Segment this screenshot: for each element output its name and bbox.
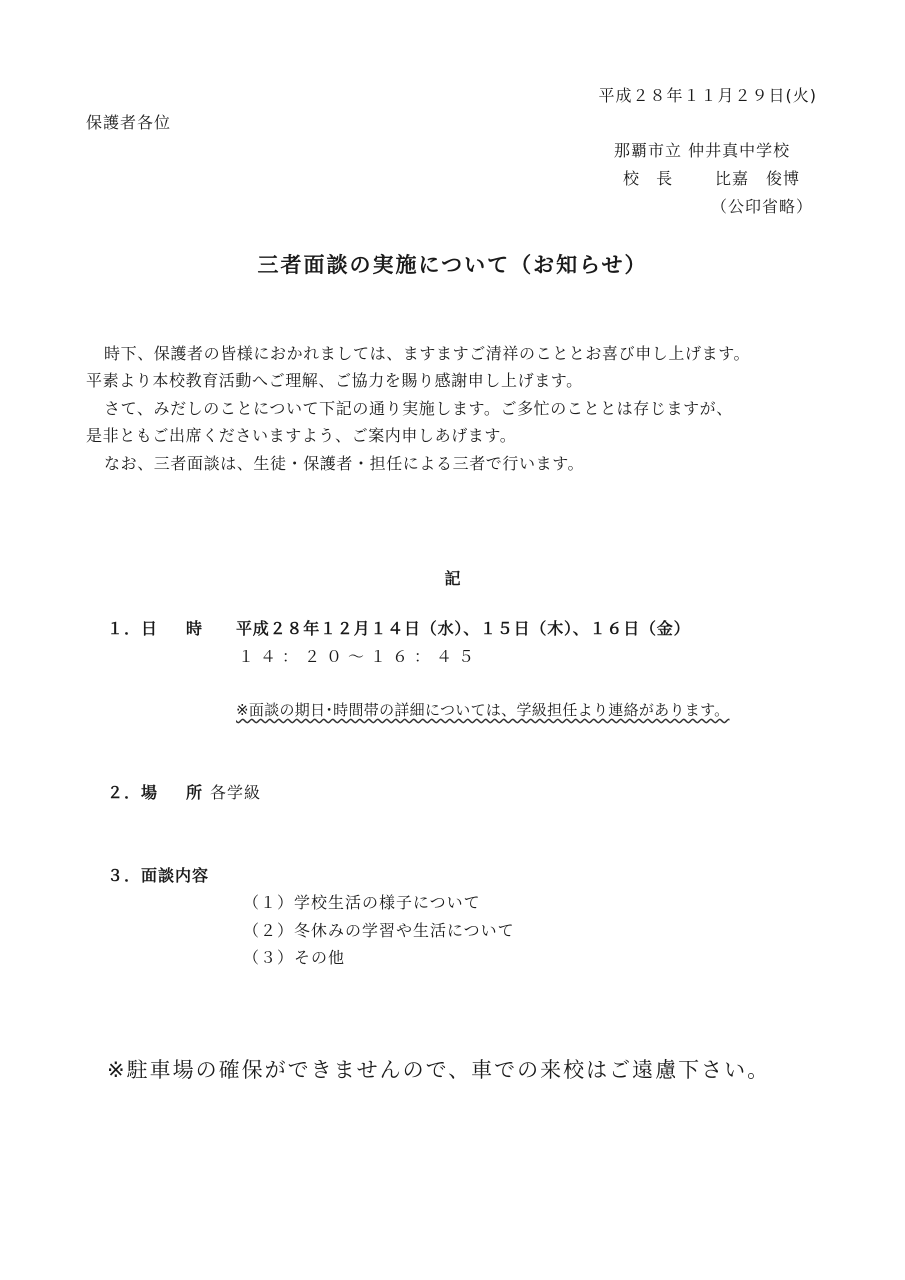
parking-notice: ※駐車場の確保ができませんので、車での来校はご遠慮下さい。 (107, 1058, 771, 1082)
item-1-note: ※面談の期日･時間帯の詳細については、学級担任より連絡があります。 (236, 701, 730, 719)
item-3-sub-3: （３）その他 (243, 948, 346, 967)
school-name: 那覇市立 仲井真中学校 (614, 141, 791, 160)
item-2-label-num: ２．場 (107, 783, 159, 802)
body-paragraph-1-line-2: 平素より本校教育活動へご理解、ご協力を賜り感謝申し上げます。 (86, 371, 583, 390)
item-3-sub-2: （２）冬休みの学習や生活について (243, 921, 515, 940)
item-2-place-value: 各学級 (210, 783, 262, 802)
item-1-time-value: １４：２０～１６：４５ (238, 647, 481, 666)
principal-title: 校 長 (623, 169, 679, 188)
body-paragraph-3: なお、三者面談は、生徒・保護者・担任による三者で行います。 (104, 454, 585, 473)
recipient: 保護者各位 (86, 113, 172, 132)
principal-line (623, 169, 800, 189)
item-2-label-rest: 所 (186, 783, 204, 802)
item-3-label: ３．面談内容 (107, 866, 210, 885)
item-1-label (107, 619, 203, 639)
ki-heading: 記 (444, 569, 461, 588)
body-paragraph-1-line-1: 時下、保護者の皆様におかれましては、ますますご清祥のこととお喜び申し上げます。 (104, 344, 751, 363)
principal-name: 比嘉 俊博 (715, 169, 801, 188)
item-2-label (107, 783, 203, 803)
item-1-label-rest: 時 (186, 619, 204, 638)
item-3-sub-1: （１）学校生活の様子について (243, 893, 481, 912)
document-title: 三者面談の実施について（お知らせ） (257, 253, 648, 277)
body-paragraph-2-line-2: 是非ともご出席くださいますよう、ご案内申しあげます。 (86, 426, 517, 445)
body-paragraph-2-line-1: さて、みだしのことについて下記の通り実施します。ご多忙のこととは存じますが、 (104, 399, 733, 418)
item-1-label-num: １．日 (107, 619, 159, 638)
seal-note: （公印省略） (711, 197, 814, 216)
item-1-date-value: 平成２８年１２月１４日（水）、１５日（木）、１６日（金） (236, 619, 691, 638)
document-date: 平成２８年１１月２９日(火) (598, 86, 817, 105)
